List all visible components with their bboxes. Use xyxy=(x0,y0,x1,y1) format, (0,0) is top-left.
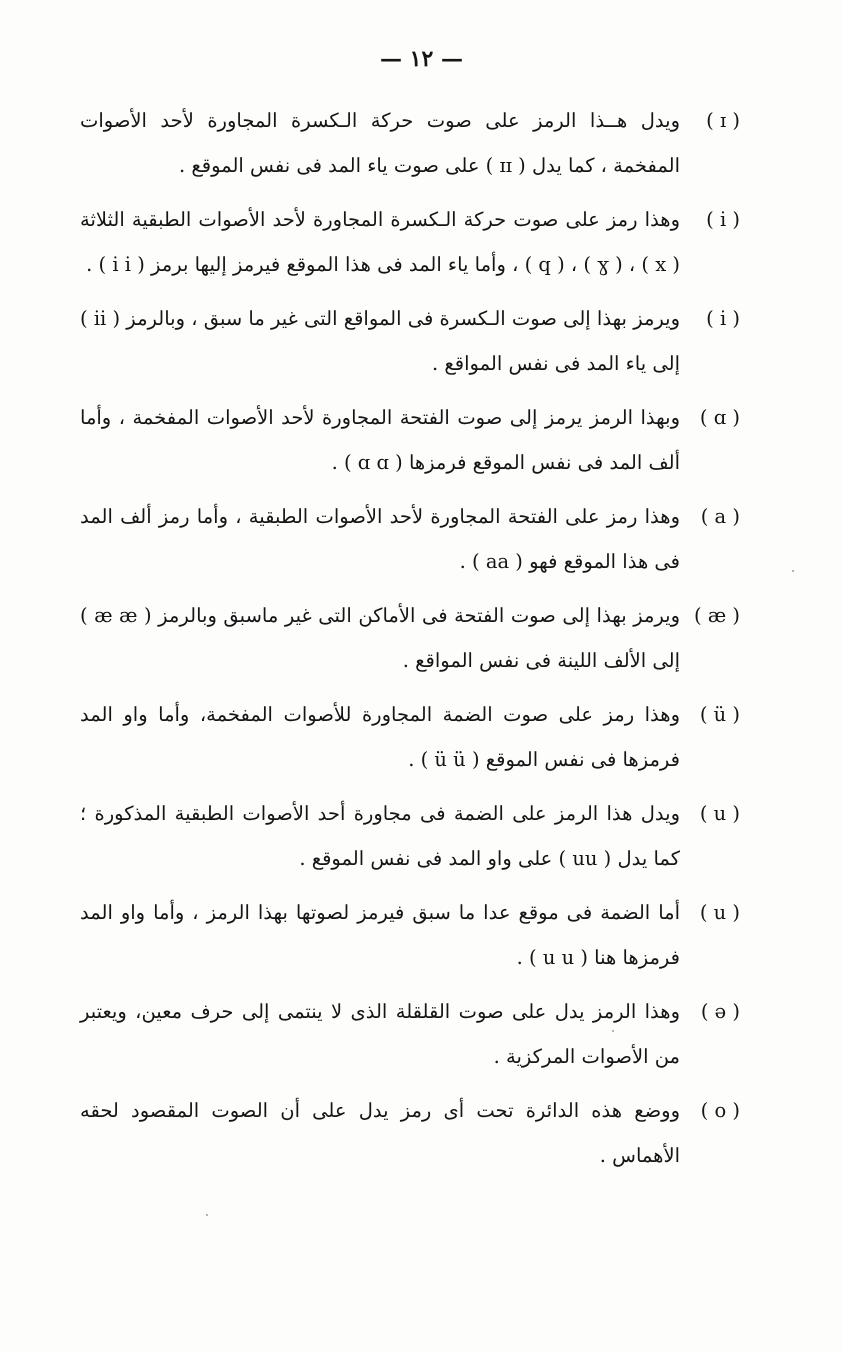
definition-text: ويدل هــذا الرمز على صوت حركة الـكسرة المجاورة لأحد الأصوات المفخمة ، كما يدل ( ɪɪ ) على صوت ياء المد فى نفس الموقع . xyxy=(80,109,680,177)
phonetic-symbol: ( a ) xyxy=(700,505,740,528)
phonetic-symbol: ( ü ) xyxy=(699,703,740,726)
phonetic-symbol: ( i ) xyxy=(706,208,740,231)
definition-text: ووضع هذه الدائرة تحت أى رمز يدل على أن الصوت المقصود لحقه الأهماس . xyxy=(80,1099,680,1167)
phonetic-symbol: ( u ) xyxy=(699,802,740,825)
symbol-definitions-list xyxy=(80,98,740,1187)
definition-text: وهذا الرمز يدل على صوت القلقلة الذى لا ينتمى إلى حرف معين، ويعتبر من الأصوات المركزية . xyxy=(80,1000,680,1068)
definition-text: وهذا رمز على الفتحة المجاورة لأحد الأصوات الطبقية ، وأما رمز ألف المد فى هذا الموقع فهو ( aa ) . xyxy=(80,505,680,573)
page-number: — ١٢ — xyxy=(380,46,463,72)
definition-entry xyxy=(80,296,740,386)
definition-entry xyxy=(80,593,740,683)
phonetic-symbol: ( i ) xyxy=(706,307,740,330)
phonetic-symbol: ( ɑ ) xyxy=(699,406,740,429)
definition-entry xyxy=(80,890,740,980)
definition-entry xyxy=(80,98,740,188)
definition-text: ويدل هذا الرمز على الضمة فى مجاورة أحد الأصوات الطبقية المذكورة ؛ كما يدل ( uu ) على واو المد فى نفس الموقع . xyxy=(80,802,680,870)
definition-text: ويرمز بهذا إلى صوت الـكسرة فى المواقع التى غير ما سبق ، وبالرمز ( ii ) إلى ياء المد فى نفس المواقع . xyxy=(80,307,680,375)
definition-text: وهذا رمز على صوت حركة الـكسرة المجاورة لأحد الأصوات الطبقية الثلاثة ( x ) ، ( ɣ ) ، ( q ) ، وأما ياء المد فى هذا الموقع فيرمز إليها برمز ( i i ) . xyxy=(80,208,680,276)
definition-entry xyxy=(80,395,740,485)
phonetic-symbol: ( ə ) xyxy=(700,1000,740,1023)
paper-speck xyxy=(792,570,794,572)
definition-entry xyxy=(80,989,740,1079)
phonetic-symbol: ( o ) xyxy=(700,1099,740,1122)
phonetic-symbol: ( æ ) xyxy=(694,604,740,627)
definition-entry xyxy=(80,197,740,287)
phonetic-symbol: ( u ) xyxy=(699,901,740,924)
paper-speck xyxy=(612,1030,614,1032)
definition-text: ويرمز بهذا إلى صوت الفتحة فى الأماكن التى غير ماسبق وبالرمز ( æ æ ) إلى الألف اللينة فى نفس المواقع . xyxy=(80,604,680,672)
definition-text: وبهذا الرمز يرمز إلى صوت الفتحة المجاورة لأحد الأصوات المفخمة ، وأما ألف المد فى نفس الموقع فرمزها ( ɑ ɑ ) . xyxy=(80,406,680,474)
definition-entry xyxy=(80,791,740,881)
definition-text: وهذا رمز على صوت الضمة المجاورة للأصوات المفخمة، وأما واو المد فرمزها فى نفس الموقع ( ü ü ) . xyxy=(80,703,680,771)
definition-entry xyxy=(80,692,740,782)
definition-entry xyxy=(80,1088,740,1178)
phonetic-symbol: ( ɪ ) xyxy=(706,109,740,132)
definition-entry xyxy=(80,494,740,584)
definition-text: أما الضمة فى موقع عدا ما سبق فيرمز لصوتها بهذا الرمز ، وأما واو المد فرمزها هنا ( u u ) . xyxy=(80,901,680,969)
paper-speck xyxy=(206,1214,208,1216)
